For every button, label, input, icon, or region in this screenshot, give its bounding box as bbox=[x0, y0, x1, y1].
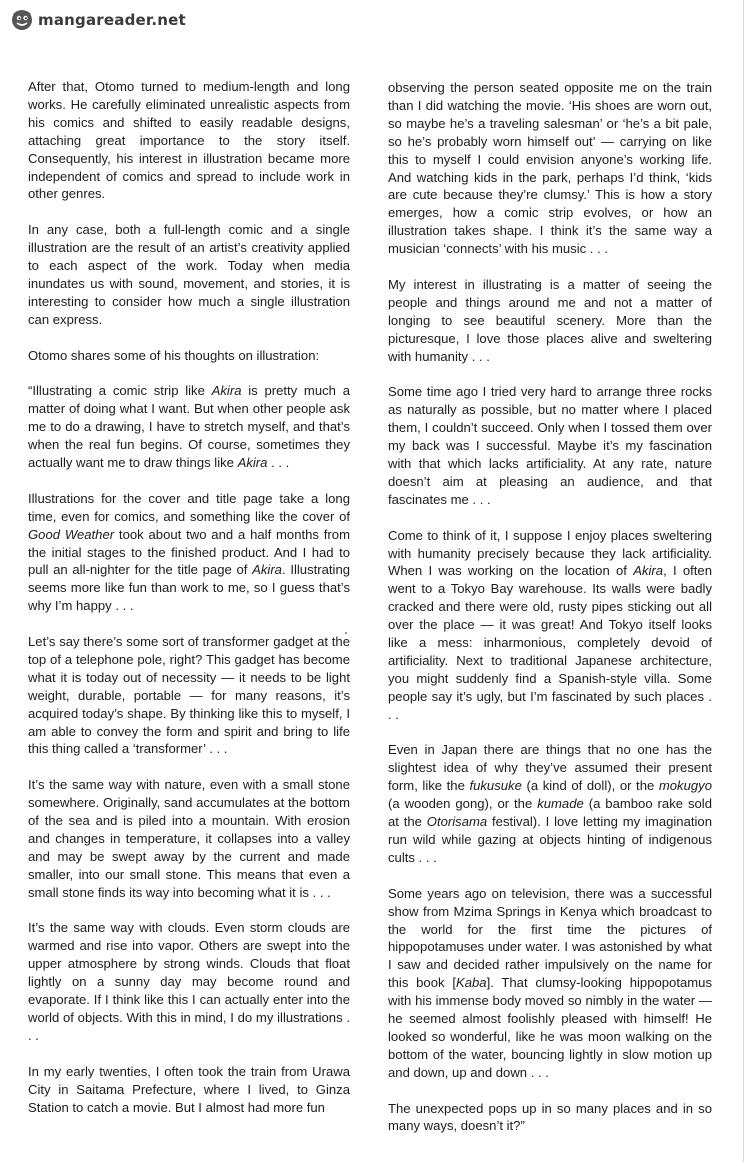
text-run: “Illustrating a comic strip like bbox=[28, 383, 212, 399]
paragraph bbox=[388, 741, 712, 866]
italic-text: fukusuke bbox=[469, 778, 522, 794]
text-run: ]. That clumsy-looking hippopotamus with his immense body moved so nimbly in the water — he seemed almost foolishly pleased with himself! He looked so wonderful, like he was moon walking on the bottom of the water, bouncing lightly in slow motion up and down, up and down . . . bbox=[388, 975, 712, 1080]
paragraph bbox=[28, 633, 350, 758]
italic-text: Good Weather bbox=[28, 526, 115, 542]
text-run: . . . bbox=[267, 454, 290, 470]
text-run: It’s the same way with clouds. Even storm clouds are warmed and rise into vapor. Others are swept into the upper atmosphere by strong winds. Clouds that float lightly on a sunny day may become round and evaporate. If I think like this I can actually enter into the world of objects. With this in mind, I do my illustrations . . . bbox=[28, 920, 350, 1043]
paragraph bbox=[28, 347, 350, 365]
text-run: In my early twenties, I often took the train from Urawa City in Saitama Prefecture, where I lived, to Ginza Station to catch a movie. But I almost had more fun bbox=[28, 1063, 350, 1115]
paragraph bbox=[388, 1100, 712, 1136]
text-run: Even in Japan there are things that no one has the slightest idea of why they’ve assumed their present form, like the bbox=[388, 742, 712, 794]
paragraph bbox=[28, 1063, 350, 1117]
paragraph bbox=[28, 382, 350, 472]
text-run: Come to think of it, I suppose I enjoy places sweltering with humanity precisely because they lack artificiality. When I was working on the location of bbox=[388, 527, 712, 579]
text-run: took about two and a half months from the initial stages to the finished product. And I had to pull an all-nighter for the title page of bbox=[28, 526, 350, 578]
scan-speck bbox=[345, 632, 347, 634]
italic-text: mokugyo bbox=[658, 778, 712, 794]
watermark[interactable] bbox=[10, 8, 186, 32]
italic-text: Akira bbox=[252, 562, 282, 578]
watermark-text: mangareader.net bbox=[38, 11, 186, 29]
text-run: After that, Otomo turned to medium-length and long works. He carefully eliminated unrealistic aspects from his comics and shifted to easily readable designs, attaching great importance to the story itself. Consequently, his interest in illustration became more independent of comics and spread to include work in other genres. bbox=[28, 79, 350, 202]
text-run: Otomo shares some of his thoughts on illustration: bbox=[28, 347, 320, 363]
text-run: The unexpected pops up in so many places and in so many ways, doesn’t it?” bbox=[388, 1100, 712, 1134]
text-run: festival). I love letting my imagination run wild while gazing at objects hinting of indigenous cults . . . bbox=[388, 814, 712, 865]
text-run: , I often went to a Tokyo Bay warehouse. Its walls were badly cracked and there were old, rusty pipes sticking out all over the place — it was great! And Tokyo itself looks like a mess: inharmonious, completely devoid of artificiality. Next to traditional Japanese architecture, you might suddenly find a Spanish-style villa. Some people say it’s ugly, but I’m fascinated by such places . . . bbox=[388, 563, 712, 722]
italic-text: Akira bbox=[237, 454, 268, 470]
paragraph bbox=[28, 490, 350, 615]
text-run: Some years ago on television, there was a successful show from Mzima Springs in Kenya which broadcast to the world for the first time the pictures of hippopotamuses under water. I was astonished by what I saw and decided rather impulsively on the name for this book [ bbox=[388, 885, 712, 991]
text-run: (a bamboo rake sold at the bbox=[388, 796, 712, 830]
italic-text: Akira bbox=[633, 563, 664, 579]
paragraph bbox=[388, 527, 712, 724]
paragraph bbox=[28, 78, 350, 203]
text-run: (a wooden gong), or the bbox=[388, 796, 538, 812]
text-run: is pretty much a matter of doing what I want. But when other people ask me to do a drawing, I have to stretch myself, and that’s when the real fun begins. Of course, sometimes they actually want me to draw things like bbox=[28, 383, 350, 470]
text-run: observing the person seated opposite me on the train than I did watching the movie. ‘His shoes are worn out, so maybe he’s a traveling salesman’ or ‘he’s a bit pale, so he’s probably worn himself out’ — carrying on like this to myself I could envision anyone’s working life. And watching kids in the park, perhaps I’d think, ‘kids are cute because they’re clumsy.’ This is how a story emerges, how a comic strip evolves, or how an illustration takes shape. I think it’s the same way a musician ‘connects’ with his music . . . bbox=[388, 80, 712, 257]
text-run: Some time ago I tried very hard to arrange three rocks as naturally as possible, but no matter where I placed them, I couldn’t succeed. Only when I tossed them over my back was I successful. Maybe it’s my fascination with that which lacks artificiality. At any rate, nature doesn’t aim at pleasing an audience, and that fascinates me . . . bbox=[388, 384, 712, 507]
text-run: My interest in illustrating is a matter of seeing the people and things around me and not a matter of longing to see beautiful scenery. More than the picturesque, I love those places alive and sweltering with humanity . . . bbox=[388, 276, 712, 364]
right-text-column bbox=[388, 79, 712, 1153]
paragraph bbox=[28, 919, 350, 1044]
text-run: . Illustrating seems more like fun than work to me, so I guess that’s why I’m happy . . . bbox=[28, 562, 351, 614]
text-run: Illustrations for the cover and title page take a long time, even for comics, and something like the cover of bbox=[28, 490, 350, 524]
italic-text: Akira bbox=[211, 383, 242, 399]
manga-reader-logo-icon bbox=[10, 8, 34, 32]
paragraph bbox=[388, 276, 712, 366]
paragraph bbox=[388, 383, 712, 508]
text-run: In any case, both a full-length comic and a single illustration are the result of an artist’s creativity applied to each aspect of the work. Today when media inundates us with sound, movement, and stories, it is interesting to consider how much a single illustration can express. bbox=[28, 222, 350, 327]
text-run: Let’s say there’s some sort of transformer gadget at the top of a telephone pole, right? This gadget has become what it is today out of necessity — it needs to be light weight, durable, portable — for many reasons, it’s acquired today’s shape. By thinking like this to myself, I am able to convey the form and spirit and bring to life this thing called a ‘transformer’ . . . bbox=[28, 634, 350, 757]
italic-text: Otorisama bbox=[426, 814, 488, 830]
paragraph bbox=[28, 776, 350, 901]
paragraph bbox=[388, 79, 712, 258]
text-run: (a kind of doll), or the bbox=[521, 778, 659, 794]
paragraph bbox=[388, 885, 712, 1082]
italic-text: Kaba bbox=[455, 975, 487, 991]
paragraph bbox=[28, 221, 350, 328]
italic-text: kumade bbox=[537, 796, 584, 812]
left-text-column bbox=[28, 78, 350, 1134]
text-run: It’s the same way with nature, even with a small stone somewhere. Originally, sand accumulates at the bottom of the sea and is piled into a mountain. With erosion and changes in temperature, it collapses into a valley and may be swept away by the current and made smaller, into our small stone. This means that even a small stone finds its way into becoming what it is . . . bbox=[28, 777, 350, 900]
